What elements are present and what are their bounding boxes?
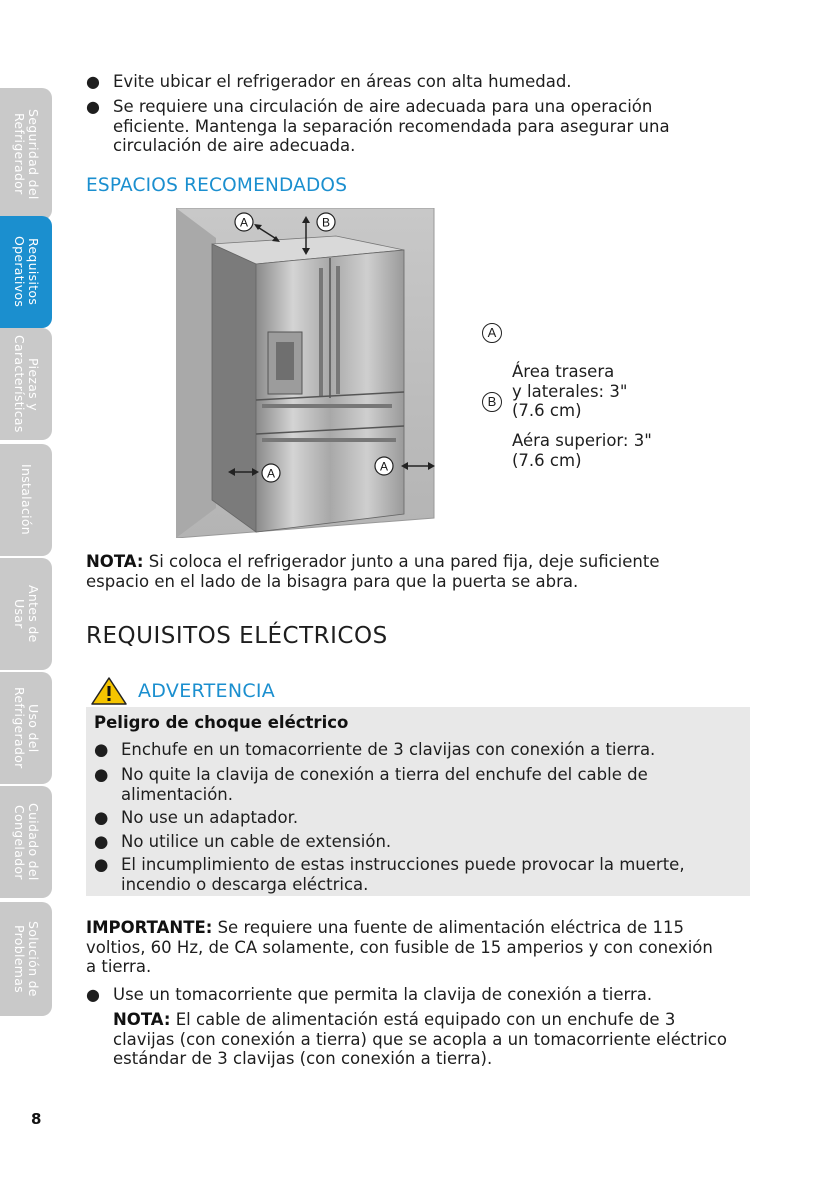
legend-text: Área trasera y laterales: 3" (7.6 cm) xyxy=(512,362,628,420)
tab-antes-de-usar[interactable] xyxy=(0,558,52,670)
bullet-icon: ● xyxy=(86,72,100,91)
legend-item-b xyxy=(482,392,652,490)
tab-label: Uso del Refrigerador xyxy=(12,687,41,769)
tab-label: Solución de Problemas xyxy=(12,921,41,997)
list-item-text: El incumplimiento de estas instrucciones puede provocar la muerte, incendio o descarga eléctrica. xyxy=(121,855,685,894)
bullet-icon: ● xyxy=(94,855,109,874)
list-item xyxy=(94,808,744,828)
tab-requisitos[interactable] xyxy=(0,216,52,328)
page-number: 8 xyxy=(31,1110,42,1128)
marker-b-icon: B xyxy=(482,392,502,412)
tab-uso-del-refrigerador[interactable] xyxy=(0,672,52,784)
important-paragraph xyxy=(86,918,726,977)
tab-solucion-de-problemas[interactable] xyxy=(0,902,52,1016)
warning-title xyxy=(90,676,275,706)
warning-title-text: ADVERTENCIA xyxy=(138,680,276,702)
marker-a-icon: A xyxy=(482,323,502,343)
tab-label: Seguridad del Refrigerador xyxy=(12,108,41,200)
bullet-icon: ● xyxy=(86,985,100,1004)
bullet-icon: ● xyxy=(94,765,109,784)
note-paragraph xyxy=(86,552,726,591)
marker-b-top: B xyxy=(321,215,331,230)
note2-paragraph xyxy=(113,1010,733,1069)
list-item-text: Evite ubicar el refrigerador en áreas con alta humedad. xyxy=(113,72,572,91)
list-item xyxy=(86,72,726,92)
note2-text: El cable de alimentación está equipado con un enchufe de 3 clavijas (con conexión a tierra) que se acopla a un tomacorriente eléctrico estándar de 3 clavijas (con conexión a tierra). xyxy=(113,1010,727,1068)
list-item xyxy=(94,832,744,852)
list-item-text: Se requiere una circulación de aire adecuada para una operación eficiente. Mantenga la separación recomendada para asegurar una circulación de aire adecuada. xyxy=(113,97,670,155)
list-item xyxy=(86,97,726,156)
tab-label: Piezas y Características xyxy=(12,335,41,433)
warning-heading: Peligro de choque eléctrico xyxy=(94,713,349,732)
bullet-icon: ● xyxy=(86,97,100,116)
tab-label: Requisitos Operativos xyxy=(12,236,41,308)
tab-label: Cuidado del Congelador xyxy=(12,803,41,881)
list-item-text: Use un tomacorriente que permita la clavija de conexión a tierra. xyxy=(113,985,653,1004)
bullet-icon: ● xyxy=(94,832,109,851)
important-text: Se requiere una fuente de alimentación eléctrica de 115 voltios, 60 Hz, de CA solamente, con fusible de 15 amperios y con conexión a tierra. xyxy=(86,918,713,976)
marker-a-right: A xyxy=(379,459,389,474)
tab-label: Instalación xyxy=(19,464,34,536)
list-item xyxy=(94,740,744,760)
note-text: Si coloca el refrigerador junto a una pared fija, deje suficiente espacio en el lado de la bisagra para que la puerta se abra. xyxy=(86,552,660,591)
tab-piezas[interactable] xyxy=(0,328,52,440)
list-item-text: Enchufe en un tomacorriente de 3 clavijas con conexión a tierra. xyxy=(121,740,656,759)
warning-triangle-icon xyxy=(90,676,128,706)
tab-instalacion[interactable] xyxy=(0,444,52,556)
tab-seguridad[interactable] xyxy=(0,88,52,220)
section-heading-electrical: REQUISITOS ELÉCTRICOS xyxy=(86,623,388,649)
note-label: NOTA: xyxy=(86,552,144,571)
marker-a-top: A xyxy=(239,215,249,230)
list-item xyxy=(94,765,744,804)
list-item-text: No quite la clavija de conexión a tierra del enchufe del cable de alimentación. xyxy=(121,765,648,804)
important-label: IMPORTANTE: xyxy=(86,918,213,937)
note2-label: NOTA: xyxy=(113,1010,171,1029)
warning-box xyxy=(86,707,750,896)
bullet-icon: ● xyxy=(94,740,109,759)
list-item-text: No use un adaptador. xyxy=(121,808,299,827)
list-item-text: No utilice un cable de extensión. xyxy=(121,832,392,851)
tab-cuidado-del-congelador[interactable] xyxy=(0,786,52,898)
bullet-icon: ● xyxy=(94,808,109,827)
legend-text: Aéra superior: 3" (7.6 cm) xyxy=(512,431,652,470)
marker-a-left: A xyxy=(266,466,276,481)
refrigerator-clearance-diagram xyxy=(176,208,446,538)
list-item xyxy=(86,985,726,1005)
tab-label: Antes de Usar xyxy=(12,585,41,643)
list-item xyxy=(94,855,744,894)
section-heading-spacing: ESPACIOS RECOMENDADOS xyxy=(86,175,348,196)
